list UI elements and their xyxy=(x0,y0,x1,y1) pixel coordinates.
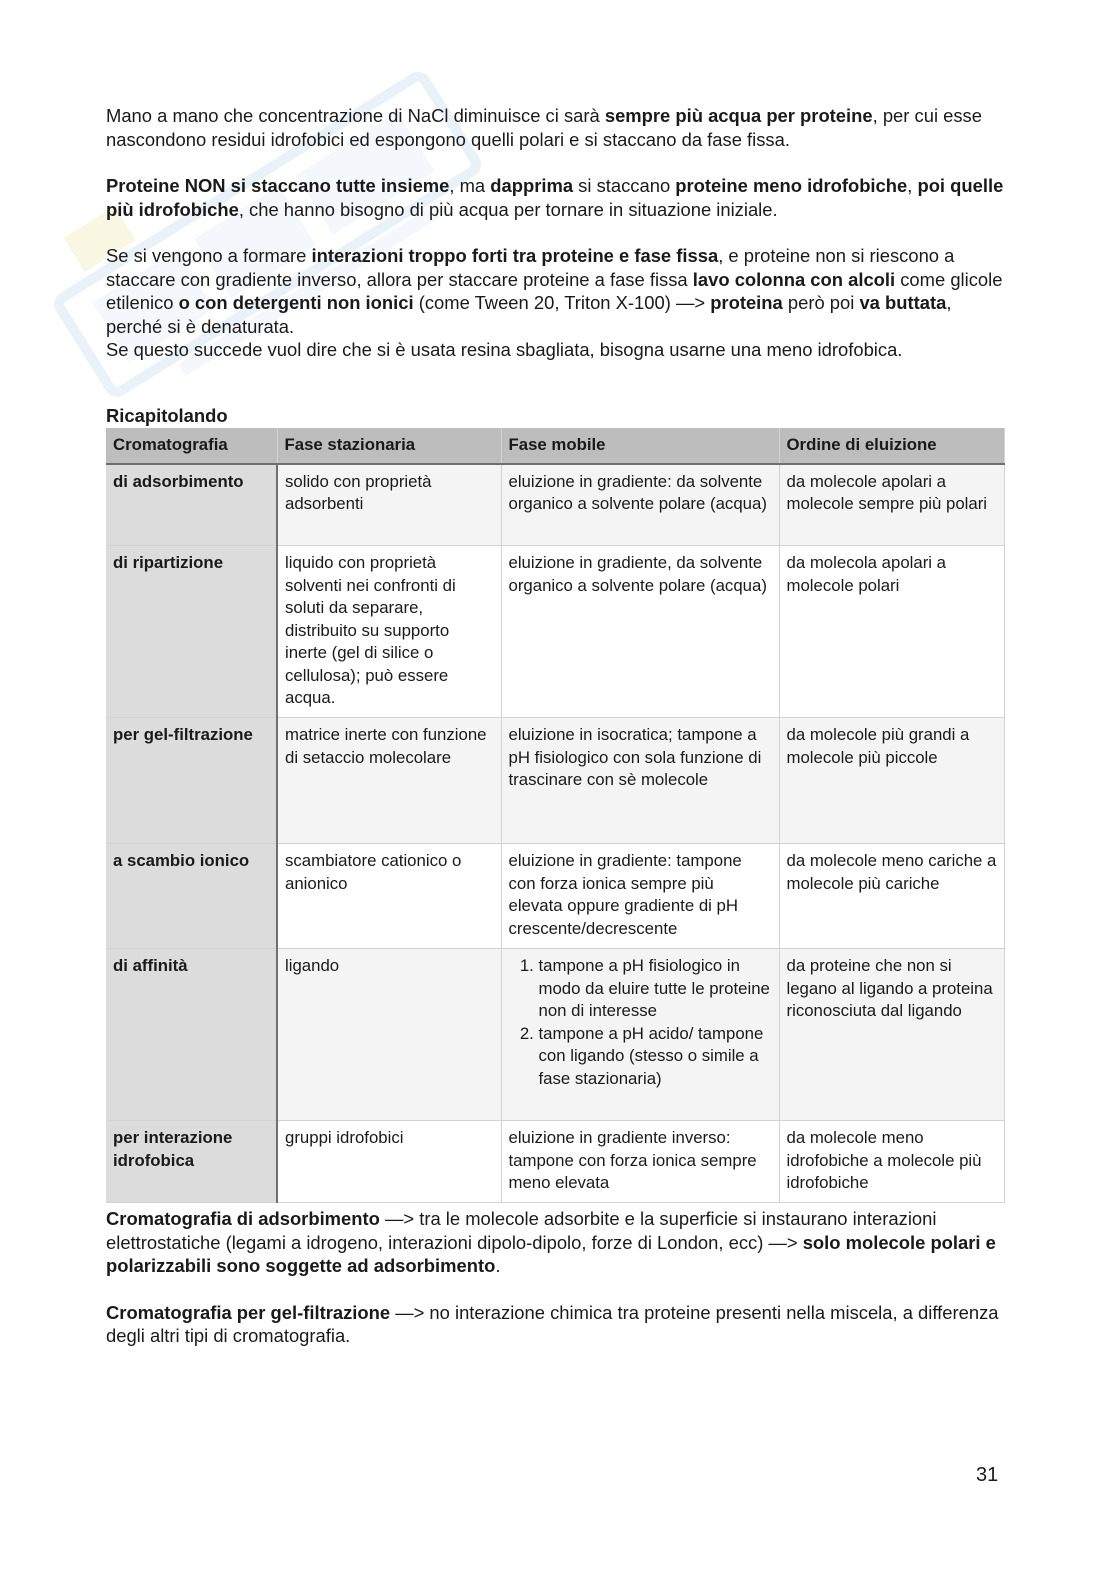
text-run: —> no interazione chimica tra proteine presenti nella miscela, a differenza degli altri tipi di cromatografia. xyxy=(106,1301,999,1346)
chromatography-type: a scambio ionico xyxy=(106,844,277,949)
table-row xyxy=(106,949,1004,1121)
bold-text: Proteine NON si staccano tutte insieme xyxy=(106,175,450,196)
bold-text: va buttata xyxy=(859,292,947,313)
elution-order: da molecole apolari a molecole sempre più polari xyxy=(779,464,1004,546)
bold-text: interazioni troppo forti tra proteine e fase fissa xyxy=(311,245,719,266)
paragraph xyxy=(106,1301,1004,1348)
text-run: , xyxy=(907,175,918,196)
text-run: , perché si è denaturata. xyxy=(106,292,952,337)
paragraph xyxy=(106,104,1004,151)
mobile-phase: eluizione in gradiente inverso: tampone con forza ionica sempre meno elevata xyxy=(501,1121,779,1203)
bold-text: proteina xyxy=(710,292,783,313)
text-run: , e proteine non si riescono a staccare con gradiente inverso, allora per staccare proteine a fase fissa xyxy=(106,245,955,290)
mobile-phase: eluizione in gradiente: da solvente organico a solvente polare (acqua) xyxy=(501,464,779,546)
text-run: , che hanno bisogno di più acqua per tornare in situazione iniziale. xyxy=(238,198,778,220)
bold-text: sempre più acqua per proteine xyxy=(604,105,873,126)
text-run: Mano a mano che concentrazione di NaCl diminuisce ci sarà xyxy=(106,105,605,126)
chromatography-table xyxy=(106,428,1005,1204)
bold-text: poi quelle più idrofobiche xyxy=(106,175,1004,220)
bold-text: lavo colonna con alcoli xyxy=(692,268,896,290)
mobile-phase xyxy=(501,949,779,1121)
table-row xyxy=(106,718,1004,844)
bold-text: proteine meno idrofobiche xyxy=(675,175,908,196)
stationary-phase: gruppi idrofobici xyxy=(277,1121,501,1203)
header-cell: Cromatografia xyxy=(106,428,277,464)
text-run: però poi xyxy=(782,292,860,313)
bold-text: Cromatografia di adsorbimento xyxy=(106,1208,380,1229)
header-cell: Fase stazionaria xyxy=(277,428,501,464)
stationary-phase: solido con proprietà adsorbenti xyxy=(277,464,501,546)
text-run: (come Tween 20, Triton X-100) —> xyxy=(413,292,711,313)
paragraph xyxy=(106,338,1004,362)
bold-text: Cromatografia per gel-filtrazione xyxy=(106,1301,391,1323)
mobile-phase: eluizione in gradiente, da solvente organico a solvente polare (acqua) xyxy=(501,546,779,718)
chromatography-type: per interazione idrofobica xyxy=(106,1121,277,1203)
text-run: Se si vengono a formare xyxy=(106,245,312,266)
stationary-phase: liquido con proprietà solventi nei confronti di soluti da separare, distribuito su supporto inerte (gel di silice o cellulosa); può essere acqua. xyxy=(277,546,501,718)
elution-order: da molecola apolari a molecole polari xyxy=(779,546,1004,718)
mobile-phase-step: 2. tampone a pH acido/ tampone con ligando (stesso o simile a fase stazionaria) xyxy=(539,1023,772,1091)
text-run: come glicole etilenico xyxy=(106,268,1003,313)
text-run: . xyxy=(495,1255,501,1276)
text-run: Se questo succede vuol dire che si è usata resina sbagliata, bisogna usarne una meno idrofobica. xyxy=(106,339,903,360)
header-cell: Ordine di eluizione xyxy=(779,428,1004,464)
document-page xyxy=(106,104,1004,1348)
section-title: Ricapitolando xyxy=(106,404,228,426)
chromatography-type: di ripartizione xyxy=(106,546,277,718)
table-row xyxy=(106,464,1004,546)
text-run: , per cui esse nascondono residui idrofobici ed espongono quelli polari e si staccano da fase fissa. xyxy=(106,105,982,150)
elution-order: da molecole più grandi a molecole più piccole xyxy=(779,718,1004,844)
elution-order: da proteine che non si legano al ligando a proteina riconosciuta dal ligando xyxy=(779,949,1004,1121)
table-header-row xyxy=(106,428,1004,464)
bold-text: dapprima xyxy=(490,175,574,196)
text-run: , ma xyxy=(449,175,491,196)
elution-order: da molecole meno cariche a molecole più cariche xyxy=(779,844,1004,949)
mobile-phase: eluizione in gradiente: tampone con forza ionica sempre più elevata oppure gradiente di pH crescente/decrescente xyxy=(501,844,779,949)
table-row xyxy=(106,546,1004,718)
table-row xyxy=(106,844,1004,949)
paragraph xyxy=(106,174,1004,221)
chromatography-type: per gel-filtrazione xyxy=(106,718,277,844)
paragraph xyxy=(106,1207,1004,1278)
text-run: si staccano xyxy=(573,175,676,196)
stationary-phase: matrice inerte con funzione di setaccio molecolare xyxy=(277,718,501,844)
mobile-phase: eluizione in isocratica; tampone a pH fisiologico con sola funzione di trascinare con sè molecole xyxy=(501,718,779,844)
text-run: —> tra le molecole adsorbite e la superficie si instaurano interazioni elettrostatiche (legami a idrogeno, interazioni dipolo-dipolo, forze di London, ecc) —> xyxy=(106,1208,937,1253)
header-cell: Fase mobile xyxy=(501,428,779,464)
table-row xyxy=(106,1121,1004,1203)
mobile-phase-step: 1. tampone a pH fisiologico in modo da eluire tutte le proteine non di interesse xyxy=(539,955,772,1023)
page-number: 31 xyxy=(976,1464,999,1486)
elution-order: da molecole meno idrofobiche a molecole più idrofobiche xyxy=(779,1121,1004,1203)
stationary-phase: ligando xyxy=(277,949,501,1121)
bold-text: o con detergenti non ionici xyxy=(178,292,414,313)
paragraph xyxy=(106,244,1004,338)
bold-text: solo molecole polari e polarizzabili sono soggette ad adsorbimento xyxy=(106,1231,996,1276)
chromatography-type: di affinità xyxy=(106,949,277,1121)
chromatography-type: di adsorbimento xyxy=(106,464,277,546)
stationary-phase: scambiatore cationico o anionico xyxy=(277,844,501,949)
mobile-phase-steps xyxy=(509,955,772,1090)
